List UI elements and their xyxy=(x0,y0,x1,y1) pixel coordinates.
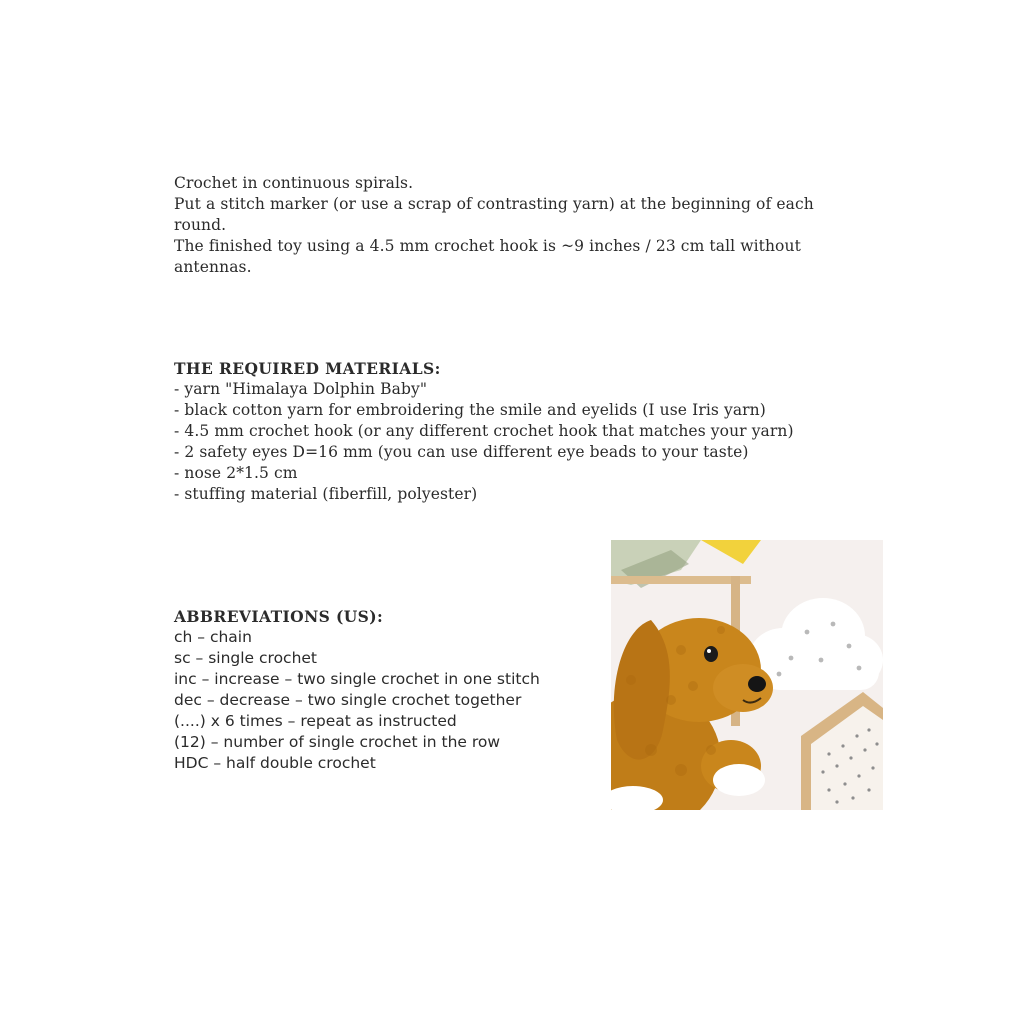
materials-item: - 4.5 mm crochet hook (or any different crochet hook that matches your yarn) xyxy=(174,422,794,440)
photo-wood-shelf xyxy=(611,576,751,584)
abbreviation-item: ch – chain xyxy=(174,628,252,646)
abbreviation-item: inc – increase – two single crochet in one stitch xyxy=(174,670,540,688)
intro-line: The finished toy using a 4.5 mm crochet hook is ~9 inches / 23 cm tall without xyxy=(174,237,801,255)
abbreviation-item: dec – decrease – two single crochet together xyxy=(174,691,522,709)
materials-item: - 2 safety eyes D=16 mm (you can use different eye beads to your taste) xyxy=(174,443,749,461)
intro-line: antennas. xyxy=(174,258,252,276)
abbreviation-item: sc – single crochet xyxy=(174,649,318,667)
materials-item: - nose 2*1.5 cm xyxy=(174,464,298,482)
intro-paragraph xyxy=(174,173,884,278)
materials-item: - yarn "Himalaya Dolphin Baby" xyxy=(174,380,428,398)
abbreviations-section xyxy=(174,606,604,774)
abbreviation-item: HDC – half double crochet xyxy=(174,754,376,772)
crochet-plush-dog-photo xyxy=(611,540,883,810)
intro-line: Put a stitch marker (or use a scrap of contrasting yarn) at the beginning of each xyxy=(174,195,814,213)
abbreviation-item: (....) x 6 times – repeat as instructed xyxy=(174,712,457,730)
abbreviation-item: (12) – number of single crochet in the row xyxy=(174,733,501,751)
intro-line: Crochet in continuous spirals. xyxy=(174,174,414,192)
abbreviations-list xyxy=(174,627,604,774)
materials-heading: THE REQUIRED MATERIALS: xyxy=(174,359,441,378)
intro-line: round. xyxy=(174,216,227,234)
materials-item: - black cotton yarn for embroidering the smile and eyelids (I use Iris yarn) xyxy=(174,401,766,419)
abbreviations-heading: ABBREVIATIONS (US): xyxy=(174,607,384,626)
materials-section xyxy=(174,358,884,505)
materials-item: - stuffing material (fiberfill, polyester) xyxy=(174,485,478,503)
